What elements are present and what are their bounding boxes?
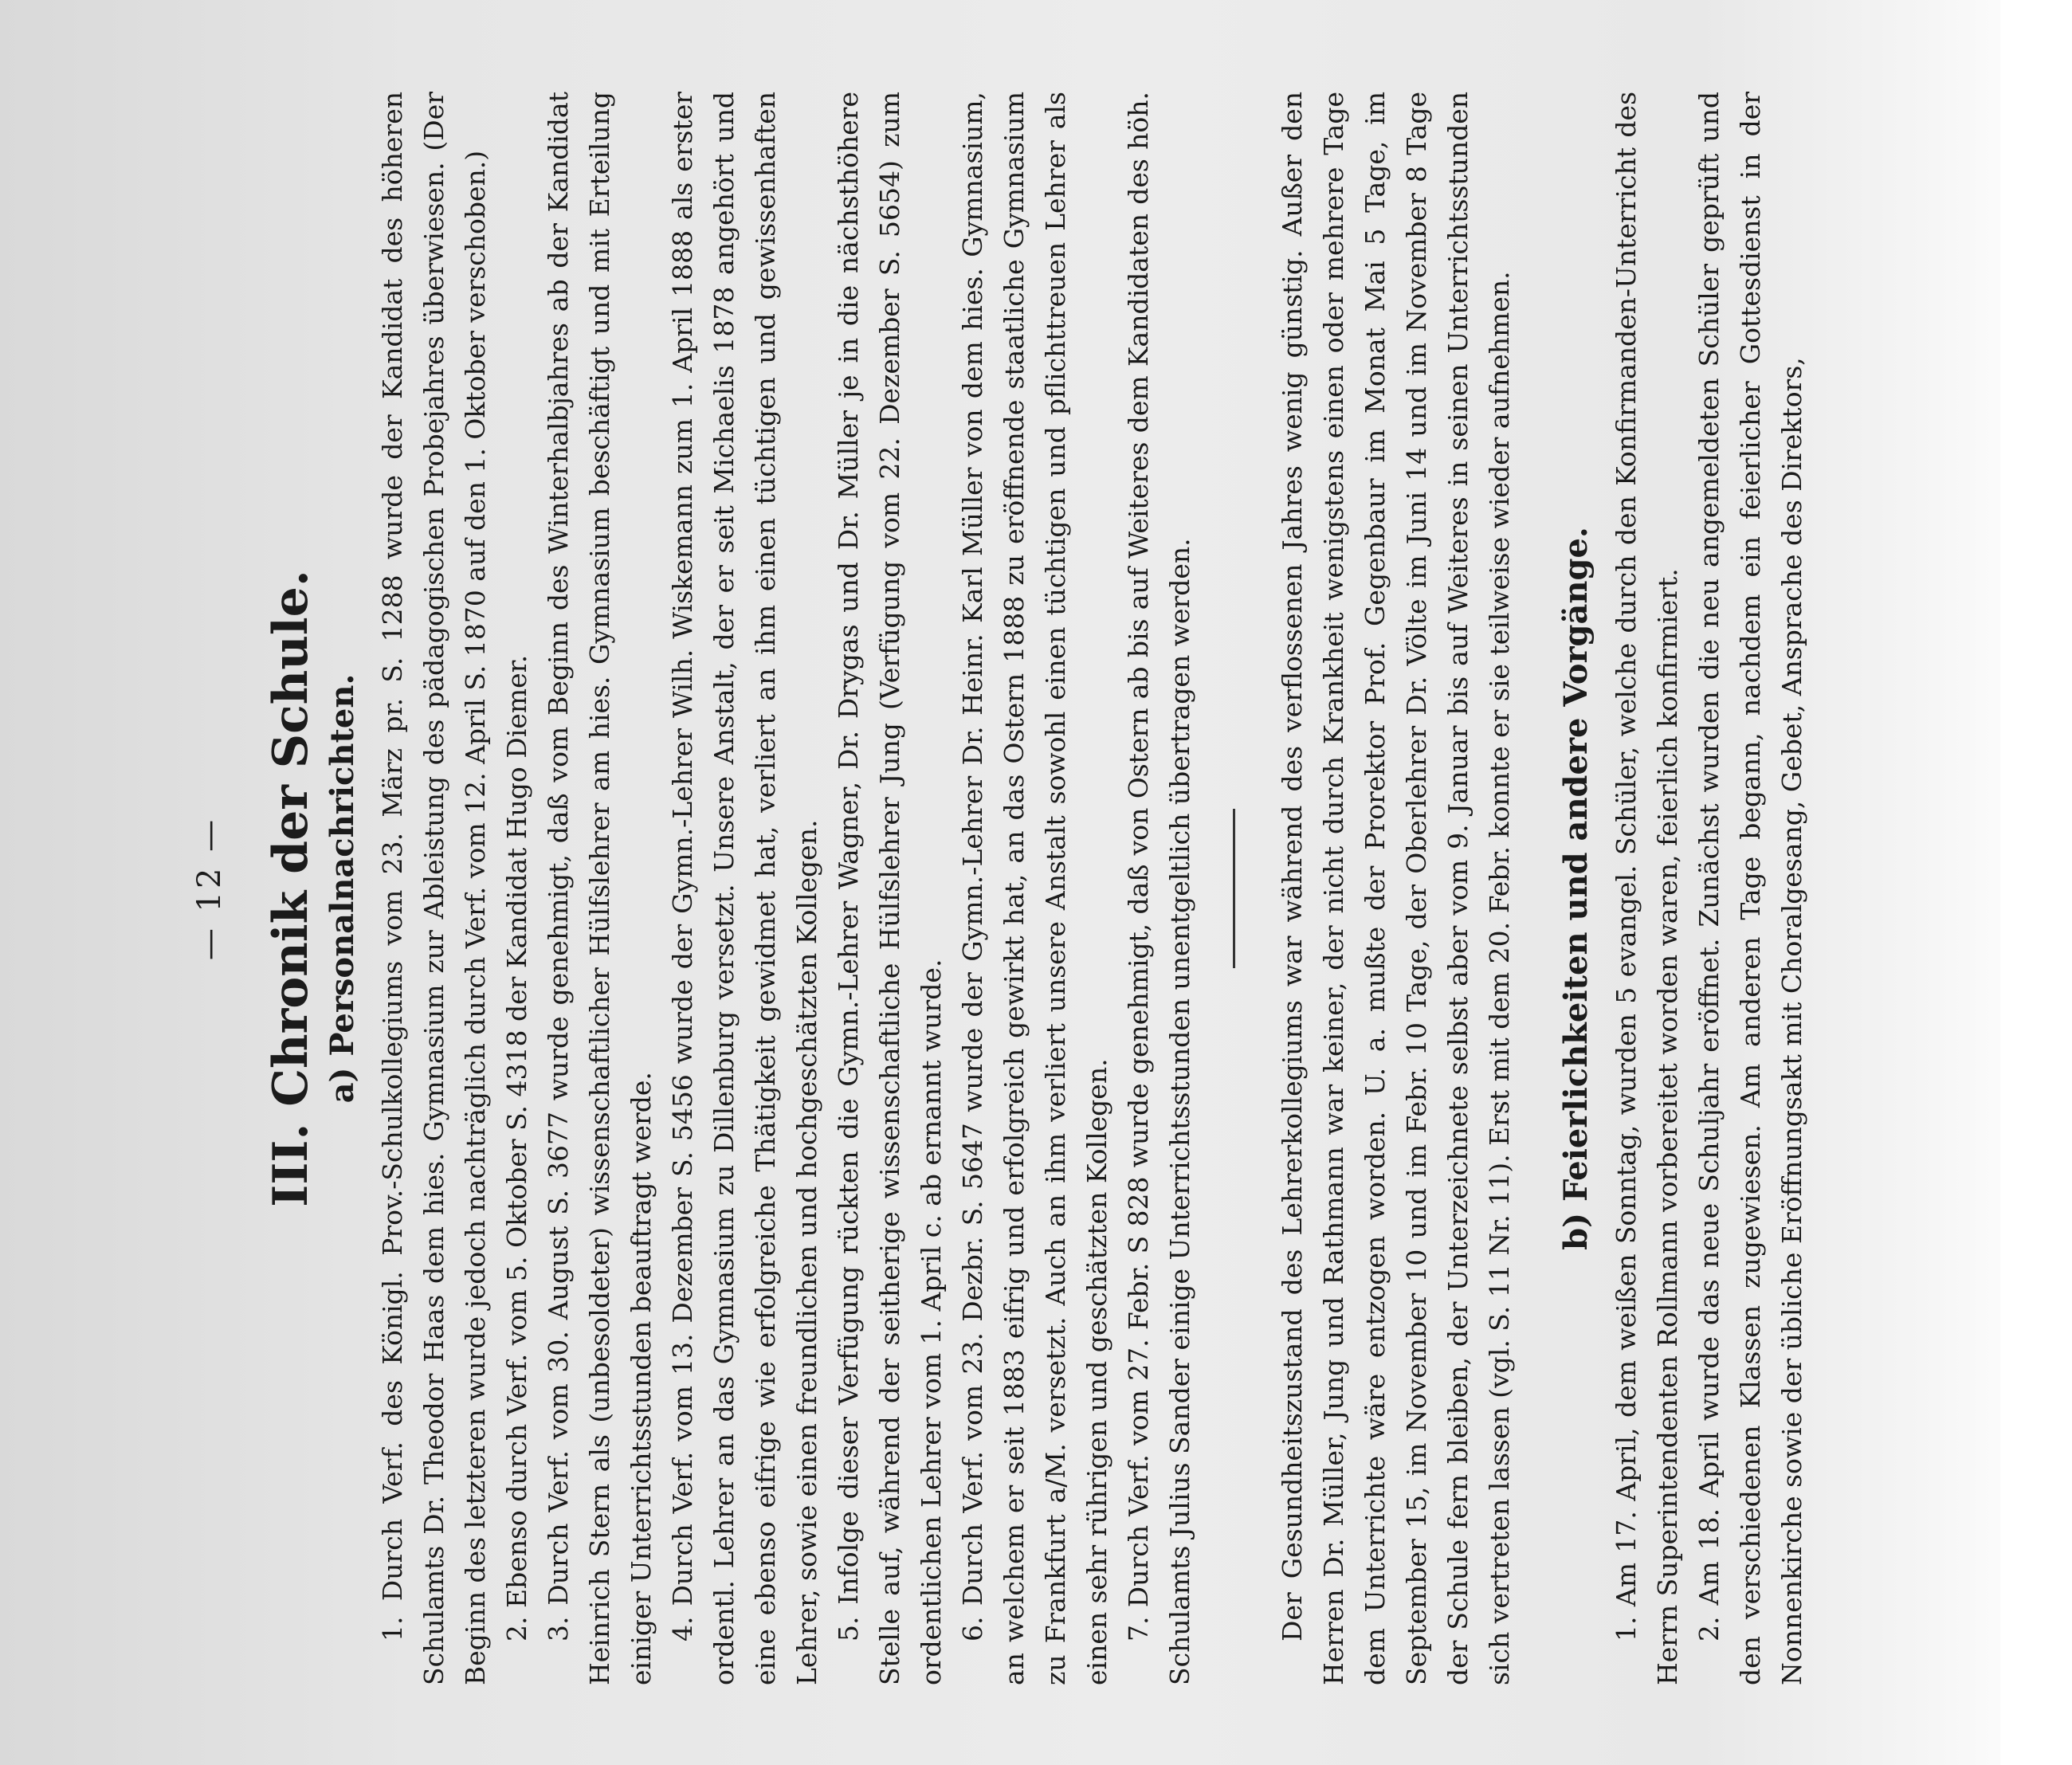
paragraph-a3: 3. Durch Verf. vom 30. August S. 3677 wurde genehmigt, daß vom Beginn des Winterhalbjahres ab der Kandidat Heinrich Stern als (unbesoldeter) wissenschaftlicher Hülfslehrer am hies. Gymnasium beschäftigt und mit Erteilung einiger Unterrichtsstunden beauftragt werde. (543, 92, 657, 1685)
section-spacer (1521, 92, 1552, 1685)
paragraph-a6: 6. Durch Verf. vom 23. Dezbr. S. 5647 wurde der Gymn.-Lehrer Dr. Heinr. Karl Müller von dem hies. Gymnasium, an welchem er seit 1883 eifrig und erfolgreich gewirkt hat, an das Ostern 1888 zu eröffnende staatliche Gymnasium zu Frankfurt a/M. versetzt. Auch an ihm verliert unsere Anstalt sowohl einen tüchtigen und pflichttreuen Lehrer als einen sehr rührigen und geschätzten Kollegen. (957, 92, 1113, 1685)
paragraph-a5: 5. Infolge dieser Verfügung rückten die Gymn.-Lehrer Wagner, Dr. Drygas und Dr. Müller je in die nächsthöhere Stelle auf, während der seitherige wissenschaftliche Hülfslehrer Jung (Verfügung vom 22. Dezember S. 5654) zum ordentlichen Lehrer vom 1. April c. ab ernannt wurde. (833, 92, 947, 1685)
rotated-document-page (167, 92, 1952, 1685)
paragraph-a2: 2. Ebenso durch Verf. vom 5. Oktober S. 4318 der Kandidat Hugo Diemer. (501, 654, 532, 1641)
section-divider (1233, 809, 1235, 968)
paragraph-b1: 1. Am 17. April, dem weißen Sonntag, wurden 5 evangel. Schüler, welche durch den Konfirmanden-Unterricht des Herrn Superintendenten Rollmann vorbereitet worden waren, feierlich konfirmiert. (1611, 92, 1683, 1685)
section-b-heading: b) Feierlichkeiten und andere Vorgänge. (1557, 527, 1595, 1250)
section-a-heading: a) Personalnachrichten. (324, 673, 361, 1104)
paragraph-a1: 1. Durch Verf. des Königl. Prov.-Schulkollegiums vom 23. März pr. S. 1288 wurde der Kandidat des höheren Schulamts Dr. Theodor Haas dem hies. Gymnasium zur Ableistung des pädagogischen Probejahres überwiesen. (Der Beginn des letzteren wurde jedoch nachträglich durch Verf. vom 12. April S. 1870 auf den 1. Oktober verschoben.) (377, 92, 491, 1685)
page-margin (2000, 0, 2072, 1765)
chapter-title: III. Chronik der Schule. (263, 570, 319, 1207)
paragraph-a4: 4. Durch Verf. vom 13. Dezember S. 5456 wurde der Gymn.-Lehrer Wilh. Wiskemann zum 1. April 1888 als erster ordentl. Lehrer an das Gymnasium zu Dillenburg versetzt. Unsere Anstalt, der er seit Michaelis 1878 angehört und eine ebenso eifrige wie erfolgreiche Thätigkeit gewidmet hat, verliert an ihm einen tüchtigen und gewissenhaften Lehrer, sowie einen freundlichen und hochgeschätzten Kollegen. (667, 92, 822, 1685)
health-paragraph: Der Gesundheitszustand des Lehrerkollegiums war während des verflossenen Jahres wenig günstig. Außer den Herren Dr. Müller, Jung und Rathmann war keiner, der nicht durch Krankheit wenigstens einen oder mehrere Tage dem Unterrichte wäre entzogen worden. U. a. mußte der Prorektor Prof. Gegenbaur im Monat Mai 5 Tage, im September 15, im November 10 und im Febr. 10 Tage, der Oberlehrer Dr. Völte im Juni 14 und im November 8 Tage der Schule fern bleiben, der Unterzeichnete selbst aber vom 9. Januar bis auf Weiteres in seinen Unterrichtsstunden sich vertreten lassen (vgl. S. 11 Nr. 11). Erst mit dem 20. Febr. konnte er sie teilweise wieder aufnehmen. (1277, 92, 1515, 1685)
paragraph-b2: 2. Am 18. April wurde das neue Schuljahr eröffnet. Zunächst wurden die neu angemeldeten Schüler geprüft und den verschiedenen Klassen zugewiesen. Am anderen Tage begann, nachdem ein feierlicher Gottesdienst in der Nonnenkirche sowie der übliche Eröffnungsakt mit Choralgesang, Gebet, Ansprache des Direktors, (1693, 92, 1807, 1685)
page-content (167, 92, 1952, 1685)
paragraph-a7: 7. Durch Verf. vom 27. Febr. S 828 wurde genehmigt, daß von Ostern ab bis auf Weiteres dem Kandidaten des höh. Schulamts Julius Sander einige Unterrichtsstunden unentgeltlich übertragen werden. (1123, 92, 1195, 1685)
page-number: — 12 — (191, 816, 228, 961)
